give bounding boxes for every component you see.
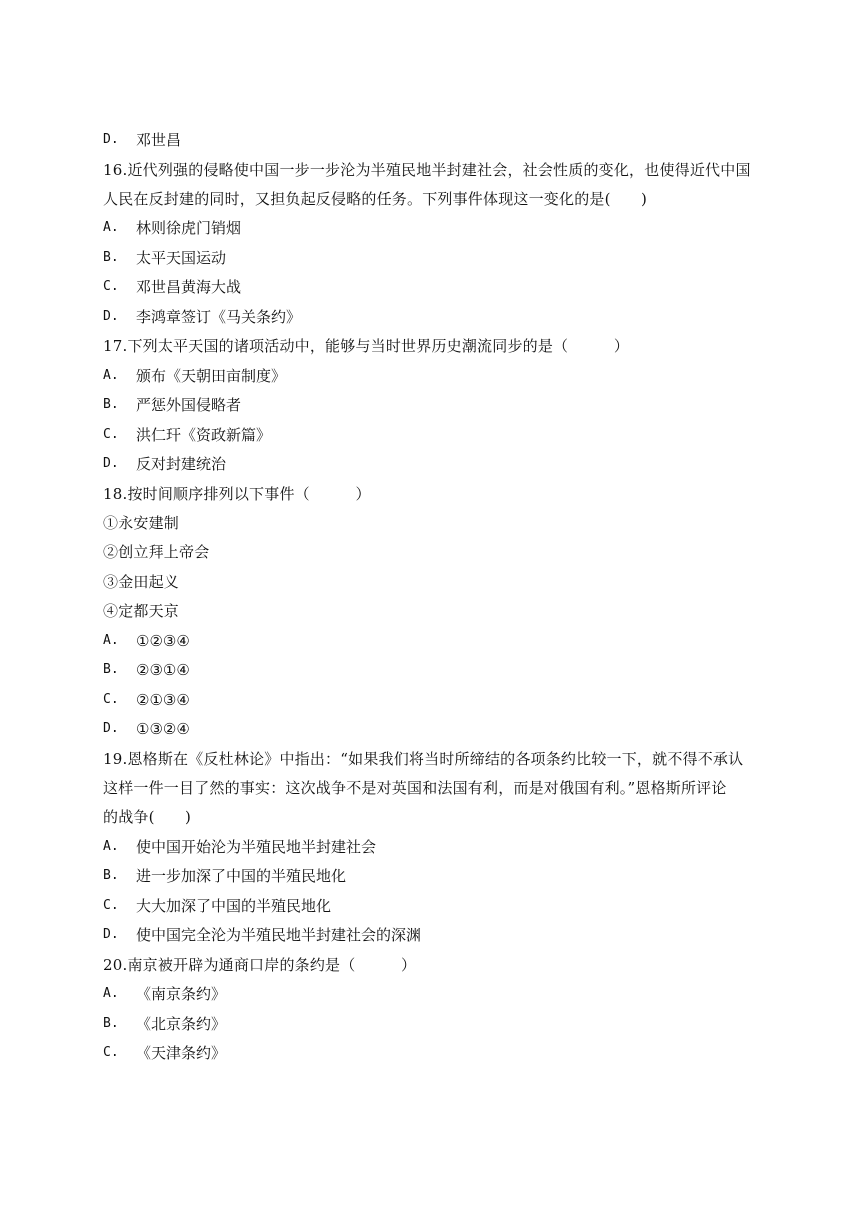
option-text: 使中国开始沦为半殖民地半封建社会 [136,838,377,856]
option-17-d [103,452,760,476]
option-letter: A. [103,839,119,854]
option-18-b [103,658,760,682]
option-text: 大大加深了中国的半殖民地化 [136,897,332,915]
option-text: 进一步加深了中国的半殖民地化 [136,867,347,885]
option-letter: C. [103,692,119,707]
option-17-a [103,364,760,388]
option-text: 《南京条约》 [136,985,227,1003]
option-text: 林则徐虎门销烟 [136,219,242,237]
question-16-line-2: 人民在反封建的同时，又担负起反侵略的任务。下列事件体现这一变化的是( ) [103,190,648,208]
option-text: ①②③④ [136,632,190,650]
option-16-b [103,246,760,270]
option-text: 颁布《天朝田亩制度》 [136,367,287,385]
option-16-a [103,216,760,240]
option-text: ①③②④ [136,720,190,738]
option-letter: A. [103,220,119,235]
option-letter: C. [103,898,119,913]
option-letter: B. [103,868,119,883]
option-letter: A. [103,986,119,1001]
option-19-c [103,894,760,918]
option-letter: B. [103,1016,119,1031]
option-text: 反对封建统治 [136,455,227,473]
option-text: 严惩外国侵略者 [136,396,242,414]
option-15-d [103,128,760,152]
question-20: 20.南京被开辟为通商口岸的条约是（ ） [103,956,417,974]
option-letter: D. [103,927,119,942]
option-16-d [103,305,760,329]
option-19-a [103,835,760,859]
option-text: 太平天国运动 [136,249,227,267]
option-text: 李鸿章签订《马关条约》 [136,308,302,326]
question-18: 18.按时间顺序排列以下事件（ ） [103,485,371,503]
option-text: 《天津条约》 [136,1044,227,1062]
option-19-d [103,923,760,947]
option-letter: A. [103,368,119,383]
option-letter: D. [103,721,119,736]
question-16-line-1: 16.近代列强的侵略使中国一步一步沦为半殖民地半封建社会，社会性质的变化，也使得近代中国 [103,161,751,179]
option-18-d [103,717,760,741]
option-letter: C. [103,1045,119,1060]
option-text: 邓世昌黄海大战 [136,278,242,296]
option-text: 《北京条约》 [136,1015,227,1033]
option-20-b [103,1012,760,1036]
option-16-c [103,275,760,299]
question-17: 17.下列太平天国的诸项活动中，能够与当时世界历史潮流同步的是（ ） [103,337,630,355]
option-letter: B. [103,397,119,412]
option-letter: C. [103,427,119,442]
option-letter: A. [103,633,119,648]
option-letter: C. [103,279,119,294]
option-letter: D. [103,456,119,471]
option-text: 邓世昌 [136,131,182,149]
option-18-a [103,629,760,653]
question-19-line-1: 19.恩格斯在《反杜林论》中指出：“如果我们将当时所缔结的各项条约比较一下，就不得不承认 [103,750,744,768]
option-20-c [103,1041,760,1065]
question-19-line-3: 的战争( ) [103,808,192,826]
option-text: ②③①④ [136,661,190,679]
option-18-c [103,688,760,712]
option-text: 使中国完全沦为半殖民地半封建社会的深渊 [136,926,422,944]
question-18-event-3: ③金田起义 [103,573,180,591]
option-letter: B. [103,250,119,265]
option-17-c [103,423,760,447]
option-letter: B. [103,662,119,677]
option-19-b [103,864,760,888]
option-20-a [103,982,760,1006]
option-text: 洪仁玕《资政新篇》 [136,426,272,444]
option-17-b [103,393,760,417]
question-18-event-1: ①永安建制 [103,514,180,532]
question-19-line-2: 这样一件一目了然的事实：这次战争不是对英国和法国有利，而是对俄国有利。”恩格斯所评论 [103,779,727,797]
option-letter: D. [103,309,119,324]
question-18-event-4: ④定都天京 [103,602,180,620]
option-text: ②①③④ [136,691,190,709]
question-18-event-2: ②创立拜上帝会 [103,543,210,561]
option-letter: D. [103,132,119,147]
